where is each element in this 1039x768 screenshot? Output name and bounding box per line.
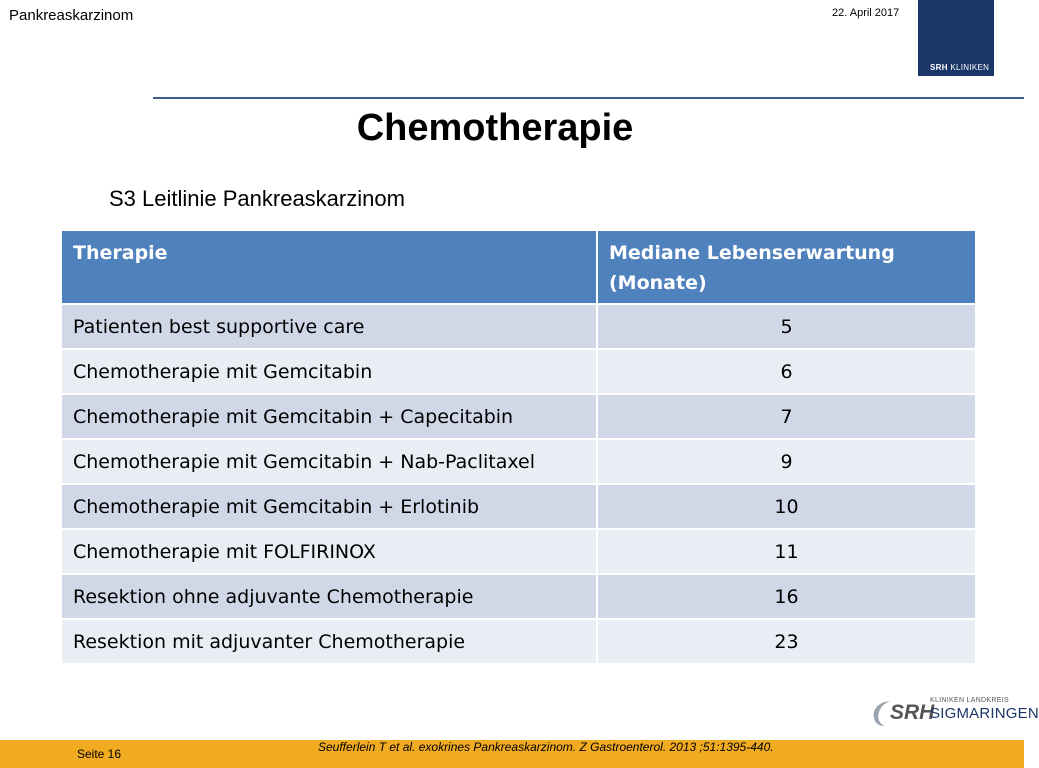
slide-title: Chemotherapie	[356, 107, 634, 149]
table-cell-months: 23	[597, 619, 976, 664]
table-cell-therapy: Chemotherapie mit Gemcitabin	[61, 349, 597, 394]
page-number: Seite 16	[77, 747, 122, 761]
table-cell-therapy: Patienten best supportive care	[61, 304, 597, 349]
header-topic: Pankreaskarzinom	[9, 7, 134, 24]
logo-mark-text: SRH	[890, 701, 935, 724]
table-cell-months: 16	[597, 574, 976, 619]
brand-badge-rest: KLINIKEN	[950, 63, 990, 72]
table-cell-therapy: Resektion ohne adjuvante Chemotherapie	[61, 574, 597, 619]
table-header-months: Mediane Lebenserwartung (Monate)	[597, 230, 976, 304]
footer-bar	[0, 740, 1024, 768]
table-cell-therapy: Chemotherapie mit Gemcitabin + Erlotinib	[61, 484, 597, 529]
table-header-therapy: Therapie	[61, 230, 597, 304]
table-row	[61, 574, 976, 619]
slide-subtitle: S3 Leitlinie Pankreaskarzinom	[109, 186, 405, 211]
brand-badge-text	[930, 63, 989, 72]
table-cell-therapy: Chemotherapie mit Gemcitabin + Capecitabin	[61, 394, 597, 439]
logo-line-2: SIGMARINGEN	[930, 705, 1039, 722]
srh-sigmaringen-logo	[870, 693, 1039, 733]
logo-line-1: KLINIKEN LANDKREIS	[930, 697, 1009, 704]
brand-badge-bold: SRH	[930, 63, 948, 72]
table-row	[61, 304, 976, 349]
table-cell-therapy: Chemotherapie mit Gemcitabin + Nab-Paclitaxel	[61, 439, 597, 484]
brand-badge	[918, 0, 994, 76]
table-row	[61, 529, 976, 574]
table-cell-months: 10	[597, 484, 976, 529]
header-rule	[153, 97, 1024, 99]
table-row	[61, 484, 976, 529]
table-row	[61, 349, 976, 394]
citation: Seufferlein T et al. exokrines Pankreaskarzinom. Z Gastroenterol. 2013 ;51:1395-440.	[318, 740, 774, 754]
table-cell-months: 9	[597, 439, 976, 484]
table-cell-months: 11	[597, 529, 976, 574]
header-date: 22. April 2017	[832, 7, 900, 19]
table-row	[61, 439, 976, 484]
table-cell-therapy: Chemotherapie mit FOLFIRINOX	[61, 529, 597, 574]
table-row	[61, 619, 976, 664]
table-row	[61, 394, 976, 439]
table-cell-months: 5	[597, 304, 976, 349]
table-header-row	[61, 230, 976, 304]
therapy-table	[60, 229, 977, 665]
table-cell-therapy: Resektion mit adjuvanter Chemotherapie	[61, 619, 597, 664]
table-cell-months: 6	[597, 349, 976, 394]
table-cell-months: 7	[597, 394, 976, 439]
